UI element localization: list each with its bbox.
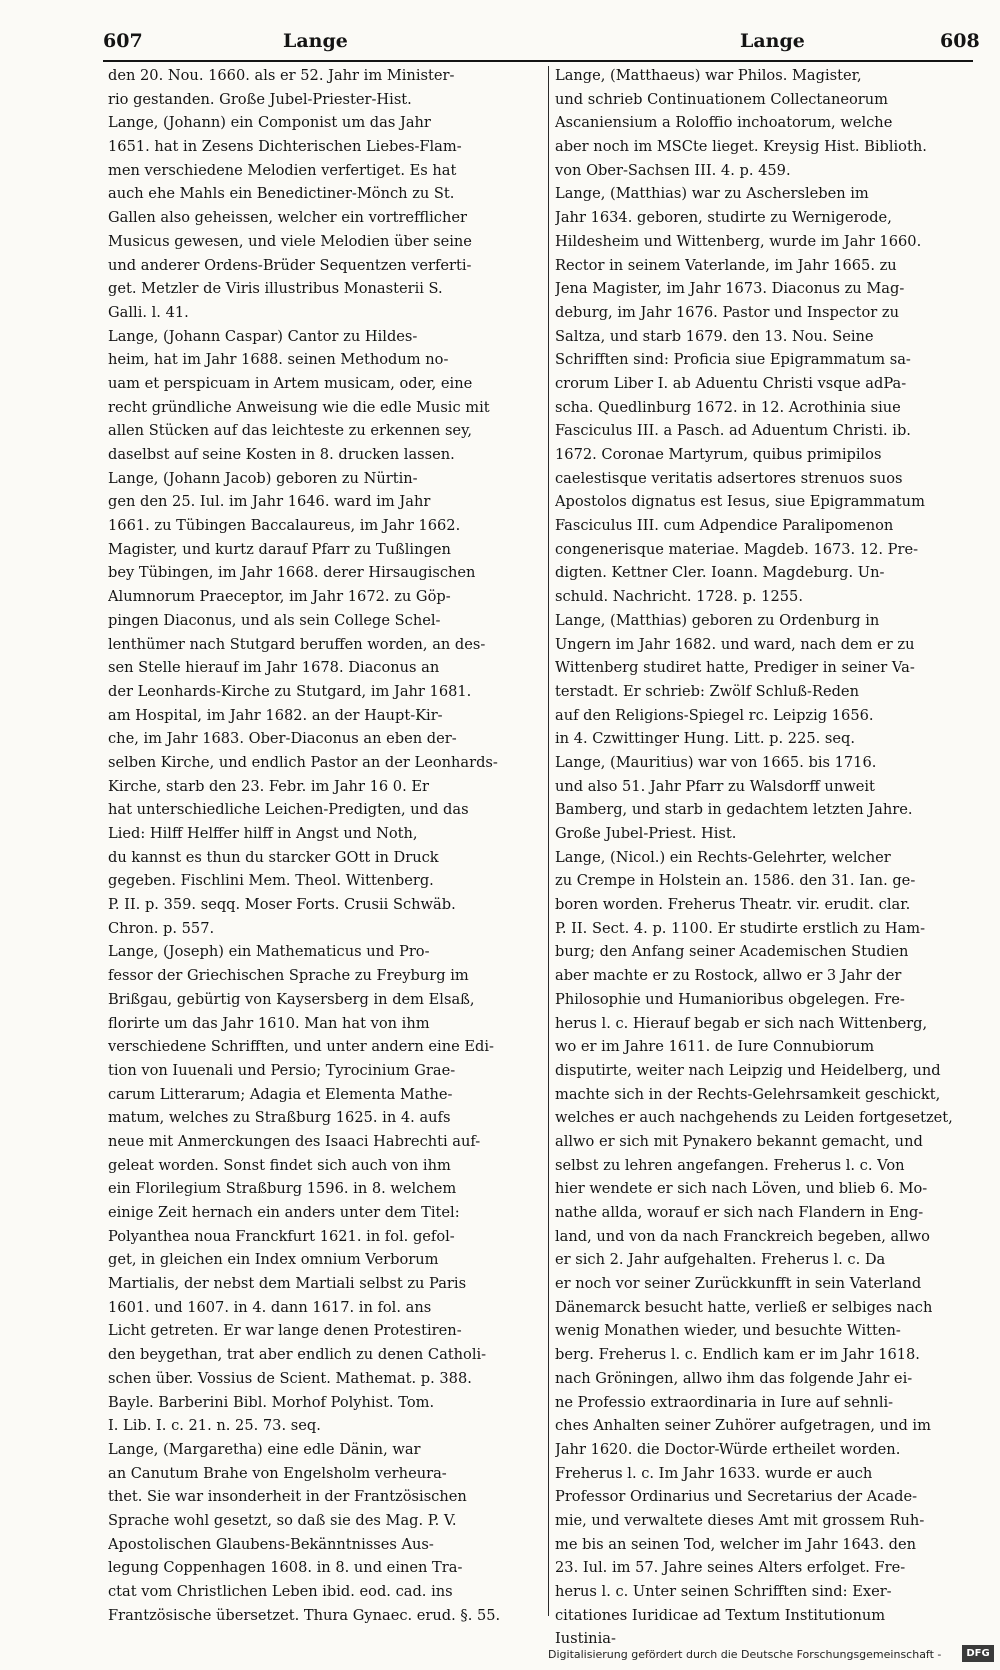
text-line: verschiedene Schrifften, und unter andern eine Edi-	[108, 1038, 494, 1056]
text-line: Fasciculus III. cum Adpendice Paralipomenon	[555, 517, 894, 535]
text-line: Lange, (Nicol.) ein Rechts-Gelehrter, welcher	[555, 848, 891, 866]
text-line: Kirche, starb den 23. Febr. im Jahr 16 0. Er	[108, 777, 429, 795]
text-line: carum Litterarum; Adagia et Elementa Mathe-	[108, 1085, 453, 1103]
text-line: terstadt. Er schrieb: Zwölf Schluß-Reden	[555, 682, 859, 700]
text-line: und schrieb Continuationem Collectaneorum	[555, 90, 889, 108]
text-line: 1601. und 1607. in 4. dann 1617. in fol. ans	[108, 1298, 432, 1316]
text-line: 1672. Coronae Martyrum, quibus primipilos	[555, 446, 882, 463]
text-line: Philosophie und Humanioribus obgelegen. Fre-	[555, 990, 905, 1008]
text-line: er sich 2. Jahr aufgehalten. Freherus l. c. Da	[555, 1251, 886, 1269]
text-line: machte sich in der Rechts-Gelehrsamkeit geschickt,	[555, 1085, 941, 1103]
text-line: Bamberg, und starb in gedachtem letzten Jahre.	[555, 801, 913, 819]
text-line: gen den 25. Iul. im Jahr 1646. ward im Jahr	[108, 493, 431, 511]
left-running-title: Lange	[283, 30, 348, 52]
text-line: tion von Iuuenali und Persio; Tyrocinium Grae-	[108, 1061, 456, 1079]
text-line: Magister, und kurtz darauf Pfarr zu Tußlingen	[108, 540, 451, 558]
text-line: gegeben. Fischlini Mem. Theol. Wittenberg.	[108, 872, 434, 890]
text-line: von Ober-Sachsen III. 4. p. 459.	[555, 161, 791, 179]
text-line: in 4. Czwittinger Hung. Litt. p. 225. seq.	[555, 730, 856, 748]
text-line: den 20. Nou. 1660. als er 52. Jahr im Minister-	[108, 67, 455, 84]
text-line: Ungern im Jahr 1682. und ward, nach dem er zu	[555, 635, 915, 653]
text-line: recht gründliche Anweisung wie die edle Music mit	[108, 398, 490, 416]
text-line: an Canutum Brahe von Engelsholm verheura-	[108, 1464, 447, 1482]
text-line: Lange, (Margaretha) eine edle Dänin, war	[108, 1440, 421, 1458]
text-line: herus l. c. Hierauf begab er sich nach Wittenberg,	[555, 1014, 928, 1032]
text-line: Fasciculus III. a Pasch. ad Aduentum Christi. ib.	[555, 422, 911, 440]
text-line: Schrifften sind: Proficia siue Epigrammatum sa-	[555, 351, 911, 369]
text-line: allwo er sich mit Pynakero bekannt gemacht, und	[555, 1132, 923, 1150]
text-line: Bayle. Barberini Bibl. Morhof Polyhist. Tom.	[108, 1393, 435, 1411]
text-line: Lied: Hilff Helffer hilff in Angst und Noth,	[108, 825, 418, 842]
text-line: Lange, (Joseph) ein Mathematicus und Pro-	[108, 943, 430, 961]
text-line: aber noch im MSCte lieget. Kreysig Hist. Biblioth.	[555, 138, 927, 156]
text-line: fessor der Griechischen Sprache zu Freyburg im	[108, 967, 469, 985]
text-line: burg; den Anfang seiner Academischen Studien	[555, 943, 909, 961]
text-line: me bis an seinen Tod, welcher im Jahr 1643. den	[555, 1535, 916, 1553]
text-line: caelestisque veritatis adsertores strenuos suos	[555, 469, 903, 487]
text-line: hier wendete er sich nach Löven, und blieb 6. Mo-	[555, 1180, 928, 1198]
text-line: Lange, (Johann) ein Componist um das Jahr	[108, 114, 431, 132]
text-line: Musicus gewesen, und viele Melodien über seine	[108, 232, 472, 250]
text-line: get. Metzler de Viris illustribus Monasterii S.	[108, 280, 443, 298]
text-line: herus l. c. Unter seinen Schrifften sind: Exer-	[555, 1583, 892, 1600]
text-line: geleat worden. Sonst findet sich auch von ihm	[108, 1156, 451, 1174]
text-line: Lange, (Matthias) war zu Aschersleben im	[555, 185, 869, 203]
text-line: Saltza, und starb 1679. den 13. Nou. Seine	[555, 327, 874, 345]
text-line: Dänemarck besucht hatte, verließ er selbiges nach	[555, 1298, 933, 1316]
text-line: men verschiedene Melodien verfertiget. Es hat	[108, 161, 457, 179]
text-line: pingen Diaconus, und als sein College Schel-	[108, 611, 441, 629]
text-line: florirte um das Jahr 1610. Man hat von ihm	[108, 1014, 430, 1032]
text-line: ctat vom Christlichen Leben ibid. eod. cad. ins	[108, 1583, 453, 1600]
right-text-column	[555, 64, 975, 1651]
text-line: disputirte, weiter nach Leipzig und Heidelberg, und	[555, 1061, 941, 1079]
text-line: Alumnorum Praeceptor, im Jahr 1672. zu Göp-	[108, 588, 451, 606]
text-line: Hildesheim und Wittenberg, wurde im Jahr 1660.	[555, 232, 922, 250]
text-line: Polyanthea noua Franckfurt 1621. in fol. gefol-	[108, 1227, 455, 1245]
text-line: citationes Iuridicae ad Textum Institutionum	[555, 1606, 886, 1624]
text-line: Iustinia-	[555, 1630, 616, 1648]
text-line: crorum Liber I. ab Aduentu Christi vsque adPa-	[555, 374, 907, 392]
text-line: thet. Sie war insonderheit in der Frantzösischen	[108, 1488, 467, 1506]
text-line: Rector in seinem Vaterlande, im Jahr 1665. zu	[555, 256, 897, 274]
text-line: am Hospital, im Jahr 1682. an der Haupt-Kir-	[108, 706, 443, 724]
text-line: aber machte er zu Rostock, allwo er 3 Jahr der	[555, 967, 902, 985]
text-line: matum, welches zu Straßburg 1625. in 4. aufs	[108, 1109, 451, 1127]
text-line: sen Stelle hierauf im Jahr 1678. Diaconus an	[108, 659, 440, 677]
text-line: Lange, (Mauritius) war von 1665. bis 1716.	[555, 753, 877, 771]
text-line: Wittenberg studiret hatte, Prediger in seiner Va-	[555, 659, 915, 677]
text-line: Ascaniensium a Roloffio inchoatorum, welche	[555, 114, 893, 132]
text-line: hat unterschiedliche Leichen-Predigten, und das	[108, 801, 469, 819]
text-line: bey Tübingen, im Jahr 1668. derer Hirsaugischen	[108, 564, 476, 582]
text-line: Große Jubel-Priest. Hist.	[555, 825, 737, 842]
text-line: che, im Jahr 1683. Ober-Diaconus an eben der-	[108, 730, 457, 748]
text-line: einige Zeit hernach ein anders unter dem Titel:	[108, 1204, 460, 1221]
text-line: Chron. p. 557.	[108, 919, 215, 937]
text-line: 23. Iul. im 57. Jahre seines Alters erfolget. Fre-	[555, 1559, 906, 1577]
left-text-column	[108, 64, 544, 1627]
text-line: P. II. p. 359. seqq. Moser Forts. Crusii Schwäb.	[108, 896, 456, 914]
text-line: P. II. Sect. 4. p. 1100. Er studirte erstlich zu Ham-	[555, 919, 926, 937]
digitization-credit: Digitalisierung gefördert durch die Deutsche Forschungsgemeinschaft -	[548, 1648, 942, 1661]
text-line: neue mit Anmerckungen des Isaaci Habrechti auf-	[108, 1132, 481, 1150]
text-line: wenig Monathen wieder, und besuchte Witten-	[555, 1322, 901, 1340]
text-line: Apostolischen Glaubens-Bekänntnisses Aus-	[108, 1535, 434, 1553]
text-line: der Leonhards-Kirche zu Stutgard, im Jahr 1681.	[108, 682, 472, 700]
text-line: Lange, (Matthaeus) war Philos. Magister,	[555, 67, 862, 84]
text-line: deburg, im Jahr 1676. Pastor und Inspector zu	[555, 303, 900, 321]
text-line: ne Professio extraordinaria in Iure auf sehnli-	[555, 1393, 894, 1411]
left-page-number: 607	[103, 30, 143, 52]
text-line: selben Kirche, und endlich Pastor an der Leonhards-	[108, 753, 498, 771]
text-line: lenthümer nach Stutgard beruffen worden, an des-	[108, 635, 486, 653]
text-line: Jahr 1634. geboren, studirte zu Wernigerode,	[555, 209, 892, 227]
text-line: schen über. Vossius de Scient. Mathemat. p. 388.	[108, 1369, 472, 1387]
text-line: land, und von da nach Franckreich begeben, allwo	[555, 1227, 930, 1245]
text-line: heim, hat im Jahr 1688. seinen Methodum no-	[108, 351, 449, 369]
text-line: und anderer Ordens-Brüder Sequentzen verferti-	[108, 256, 472, 274]
column-divider	[548, 66, 549, 1616]
text-line: nathe allda, worauf er sich nach Flandern in Eng-	[555, 1204, 924, 1221]
text-line: daselbst auf seine Kosten in 8. drucken lassen.	[108, 446, 455, 463]
text-line: nach Gröningen, allwo ihm das folgende Jahr ei-	[555, 1369, 913, 1387]
text-line: auch ehe Mahls ein Benedictiner-Mönch zu St.	[108, 185, 455, 203]
text-line: ein Florilegium Straßburg 1596. in 8. welchem	[108, 1180, 457, 1198]
text-line: legung Coppenhagen 1608. in 8. und einen Tra-	[108, 1559, 463, 1577]
text-line: rio gestanden. Große Jubel-Priester-Hist.	[108, 90, 412, 108]
text-line: zu Crempe in Holstein an. 1586. den 31. Ian. ge-	[555, 872, 916, 890]
text-line: Sprache wohl gesetzt, so daß sie des Mag. P. V.	[108, 1511, 457, 1529]
text-line: Jena Magister, im Jahr 1673. Diaconus zu Mag-	[555, 280, 905, 298]
text-line: I. Lib. I. c. 21. n. 25. 73. seq.	[108, 1417, 321, 1435]
text-line: Lange, (Johann Jacob) geboren zu Nürtin-	[108, 469, 418, 487]
text-line: schuld. Nachricht. 1728. p. 1255.	[555, 588, 803, 606]
text-line: 1651. hat in Zesens Dichterischen Liebes-Flam-	[108, 138, 462, 156]
dfg-logo: DFG	[962, 1645, 994, 1662]
text-line: digten. Kettner Cler. Ioann. Magdeburg. Un-	[555, 564, 885, 582]
text-line: berg. Freherus l. c. Endlich kam er im Jahr 1618.	[555, 1346, 920, 1364]
text-line: mie, und verwaltete dieses Amt mit grossem Ruh-	[555, 1511, 925, 1529]
text-line: Lange, (Matthias) geboren zu Ordenburg in	[555, 611, 880, 629]
text-line: scha. Quedlinburg 1672. in 12. Acrothinia siue	[555, 398, 901, 416]
text-line: Professor Ordinarius und Secretarius der Acade-	[555, 1488, 918, 1506]
text-line: 1661. zu Tübingen Baccalaureus, im Jahr 1662.	[108, 517, 461, 535]
right-running-title: Lange	[740, 30, 805, 52]
text-line: welches er auch nachgehends zu Leiden fortgesetzet,	[555, 1109, 953, 1127]
text-line: allen Stücken auf das leichteste zu erkennen sey,	[108, 422, 473, 440]
text-line: Gallen also geheissen, welcher ein vortrefflicher	[108, 209, 467, 227]
text-line: Lange, (Johann Caspar) Cantor zu Hildes-	[108, 327, 418, 345]
text-line: und also 51. Jahr Pfarr zu Walsdorff unweit	[555, 777, 875, 795]
text-line: Jahr 1620. die Doctor-Würde ertheilet worden.	[555, 1440, 901, 1458]
right-page-number: 608	[940, 30, 980, 52]
text-line: uam et perspicuam in Artem musicam, oder, eine	[108, 374, 473, 392]
text-line: Martialis, der nebst dem Martiali selbst zu Paris	[108, 1275, 467, 1293]
text-line: er noch vor seiner Zurückkunfft in sein Vaterland	[555, 1275, 922, 1293]
text-line: Freherus l. c. Im Jahr 1633. wurde er auch	[555, 1464, 873, 1482]
text-line: auf den Religions-Spiegel rc. Leipzig 1656.	[555, 706, 874, 724]
text-line: Frantzösische übersetzet. Thura Gynaec. erud. §. 55.	[108, 1606, 501, 1624]
text-line: Licht getreten. Er war lange denen Protestiren-	[108, 1322, 462, 1340]
text-line: Apostolos dignatus est Iesus, siue Epigrammatum	[555, 493, 925, 511]
text-line: wo er im Jahre 1611. de Iure Connubiorum	[555, 1038, 875, 1056]
text-line: Brißgau, gebürtig von Kaysersberg in dem Elsaß,	[108, 990, 475, 1008]
text-line: get, in gleichen ein Index omnium Verborum	[108, 1251, 439, 1269]
text-line: boren worden. Freherus Theatr. vir. erudit. clar.	[555, 896, 911, 914]
text-line: ches Anhalten seiner Zuhörer aufgetragen, und im	[555, 1417, 931, 1435]
text-line: selbst zu lehren angefangen. Freherus l. c. Von	[555, 1156, 905, 1174]
header-rule-left	[103, 60, 550, 62]
text-line: den beygethan, trat aber endlich zu denen Catholi-	[108, 1346, 487, 1364]
text-line: Galli. l. 41.	[108, 303, 189, 321]
text-line: du kannst es thun du starcker GOtt in Druck	[108, 848, 439, 866]
text-line: congenerisque materiae. Magdeb. 1673. 12. Pre-	[555, 540, 919, 558]
header-rule-right	[543, 60, 973, 62]
